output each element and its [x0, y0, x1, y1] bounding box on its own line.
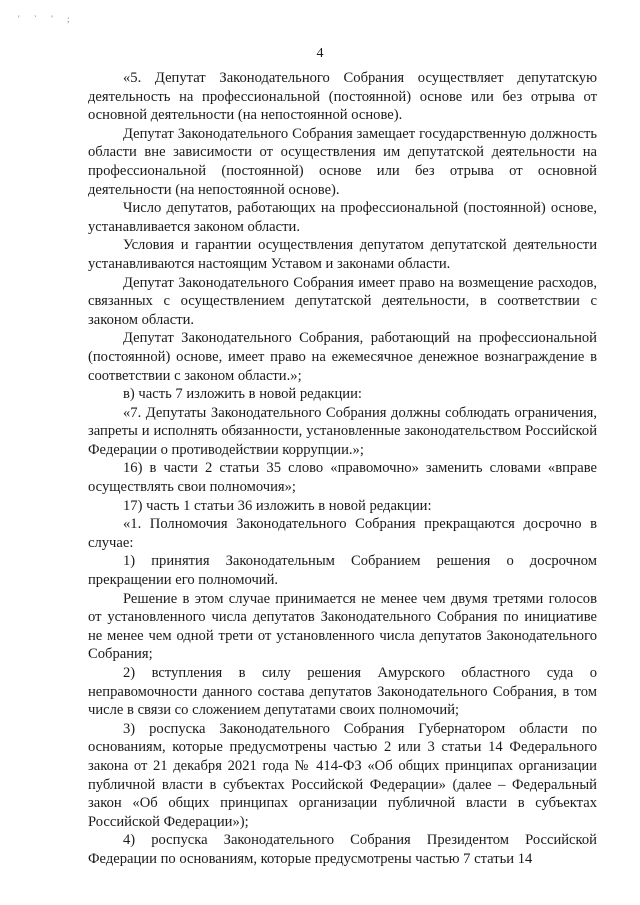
- paragraph: «5. Депутат Законодательного Собрания осуществляет депутатскую деятельность на профессиональной (постоянной) основе или без отрыва от основной деятельности (на непостоянной основе).: [88, 70, 597, 124]
- paragraph: 4) роспуска Законодательного Собрания Президентом Российской Федерации по основаниям, которые предусмотрены частью 7 статьи 14: [88, 832, 597, 867]
- paragraph: Депутат Законодательного Собрания замещает государственную должность области вне зависимости от осуществления им депутатской деятельности на профессиональной (постоянной) основе или без отрыва от основной деятельности (на непостоянной основе).: [88, 125, 597, 198]
- paragraph: Условия и гарантии осуществления депутатом депутатской деятельности устанавливаются настоящим Уставом и законами области.: [88, 237, 597, 272]
- document-body: [88, 69, 597, 869]
- paragraph: 16) в части 2 статьи 35 слово «правомочно» заменить словами «вправе осуществлять свои полномочия»;: [88, 460, 597, 496]
- page-number: 4: [316, 46, 324, 61]
- paragraph: Депутат Законодательного Собрания, работающий на профессиональной (постоянной) основе, имеет право на ежемесячное денежное вознаграждение в соответствии с законом области.»;: [88, 330, 597, 384]
- paragraph: в) часть 7 изложить в новой редакции:: [123, 386, 362, 403]
- paragraph: Решение в этом случае принимается не менее чем двумя третями голосов от установленного числа депутатов Законодательного Собрания по инициативе не менее чем одной трети от установленного числа депутатов Законодательного Собрания;: [88, 590, 597, 663]
- paragraph: Число депутатов, работающих на профессиональной (постоянной) основе, устанавливается законом области.: [88, 200, 597, 235]
- paragraph: Депутат Законодательного Собрания имеет право на возмещение расходов, связанных с осуществлением депутатской деятельности, в соответствии с законом области.: [88, 274, 597, 328]
- paragraph: «7. Депутаты Законодательного Собрания должны соблюдать ограничения, запреты и исполнять обязанности, установленные законодательством Российской Федерации о противодействии коррупции.»;: [88, 404, 597, 458]
- paragraph: «1. Полномочия Законодательного Собрания прекращаются досрочно в случае:: [88, 516, 597, 551]
- paragraph: 3) роспуска Законодательного Собрания Губернатором области по основаниям, которые предусмотрены частью 2 или 3 статьи 14 Федерального закона от 21 декабря 2021 года № 414-ФЗ «Об общих принципах организации публичной власти в субъектах Российской Федерации» (далее – Федеральный закон «Об общих принципах организации публичной власти в субъектах Российской Федерации»);: [88, 720, 597, 830]
- paragraph: 1) принятия Законодательным Собранием решения о досрочном прекращении его полномочий.: [88, 553, 597, 589]
- scan-marks: ' ` ' ;: [18, 14, 76, 24]
- paragraph: 2) вступления в силу решения Амурского областного суда о неправомочности данного состава депутатов Законодательного Собрания, в том числе в связи со сложением депутатами своих полномочий;: [88, 665, 597, 719]
- paragraph: 17) часть 1 статьи 36 изложить в новой редакции:: [123, 497, 432, 514]
